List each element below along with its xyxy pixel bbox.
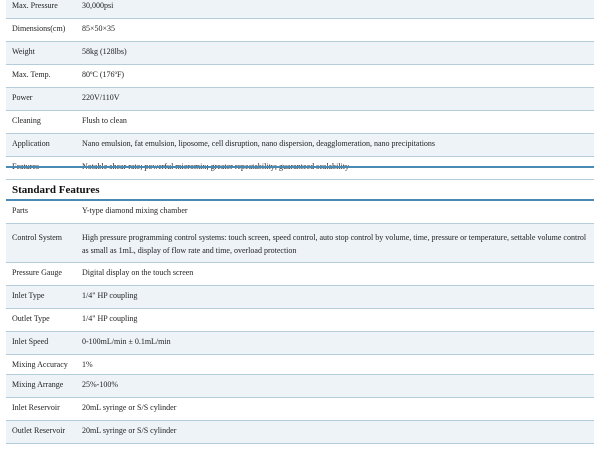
row-label: Inlet Speed <box>6 332 76 355</box>
row-label: Max. Pressure <box>6 0 76 19</box>
table-row <box>6 111 594 134</box>
row-value: Flush to clean <box>82 116 127 125</box>
table-row <box>6 0 594 19</box>
row-label <box>6 157 76 180</box>
row-label: Dimensions(cm) <box>12 24 66 33</box>
table-row <box>6 263 594 286</box>
spec-table <box>6 0 594 180</box>
table-row <box>6 42 594 65</box>
table-row <box>6 309 594 332</box>
section-title: Standard Features <box>12 184 100 196</box>
table-row <box>6 375 594 398</box>
row-label: Mixing Accuracy <box>12 360 68 369</box>
table-row <box>6 332 594 355</box>
row-label: Parts <box>12 206 28 215</box>
table-row <box>6 286 594 309</box>
standard-features-table <box>6 201 594 444</box>
row-value <box>76 157 594 180</box>
row-label: Pressure Gauge <box>12 268 62 277</box>
row-label: Power <box>6 88 76 111</box>
row-label: Outlet Type <box>12 314 50 323</box>
row-label: Max. Temp. <box>12 70 51 79</box>
row-value: 1/4" HP coupling <box>82 314 138 323</box>
table-row <box>6 224 594 263</box>
row-value: 220V/110V <box>76 88 594 111</box>
table-row <box>6 201 594 224</box>
row-label: Mixing Arrange <box>6 375 76 398</box>
row-value: Digital display on the touch screen <box>82 268 194 277</box>
row-value: 1/4" HP coupling <box>76 286 594 309</box>
row-value: 25%-100% <box>76 375 594 398</box>
row-value: 58kg (128lbs) <box>76 42 594 65</box>
row-value: 80ºC (176ºF) <box>82 70 125 79</box>
row-label: Inlet Type <box>6 286 76 309</box>
row-value: Y-type diamond mixing chamber <box>82 206 188 215</box>
table-row <box>6 421 594 444</box>
table-row <box>6 88 594 111</box>
row-value: 0-100mL/min ± 0.1mL/min <box>76 332 594 355</box>
row-label: Application <box>6 134 76 157</box>
row-value: 30,000psi <box>76 0 594 19</box>
row-label: Weight <box>6 42 76 65</box>
table-row <box>6 19 594 42</box>
row-value: High pressure programming control systems: touch screen, speed control, auto stop control by volume, time, pressure or temperature, settable volume control as small as 1mL, display of flow rate and time, overload protection <box>76 224 594 263</box>
row-value: Nano emulsion, fat emulsion, liposome, cell disruption, nano dispersion, deagglomeration, nano precipitations <box>76 134 594 157</box>
section-divider <box>6 166 594 168</box>
row-value: 20mL syringe or S/S cylinder <box>82 403 177 412</box>
table-row <box>6 134 594 157</box>
row-label: Cleaning <box>12 116 41 125</box>
row-label: Inlet Reservoir <box>12 403 60 412</box>
row-label: Outlet Reservoir <box>6 421 76 444</box>
row-value: 20mL syringe or S/S cylinder <box>76 421 594 444</box>
table-row <box>6 355 594 375</box>
table-row <box>6 65 594 88</box>
row-label: Control System <box>6 224 76 263</box>
row-value: 1% <box>82 360 93 369</box>
row-value: 85×50×35 <box>82 24 116 33</box>
table-row <box>6 398 594 421</box>
table-row <box>6 157 594 180</box>
